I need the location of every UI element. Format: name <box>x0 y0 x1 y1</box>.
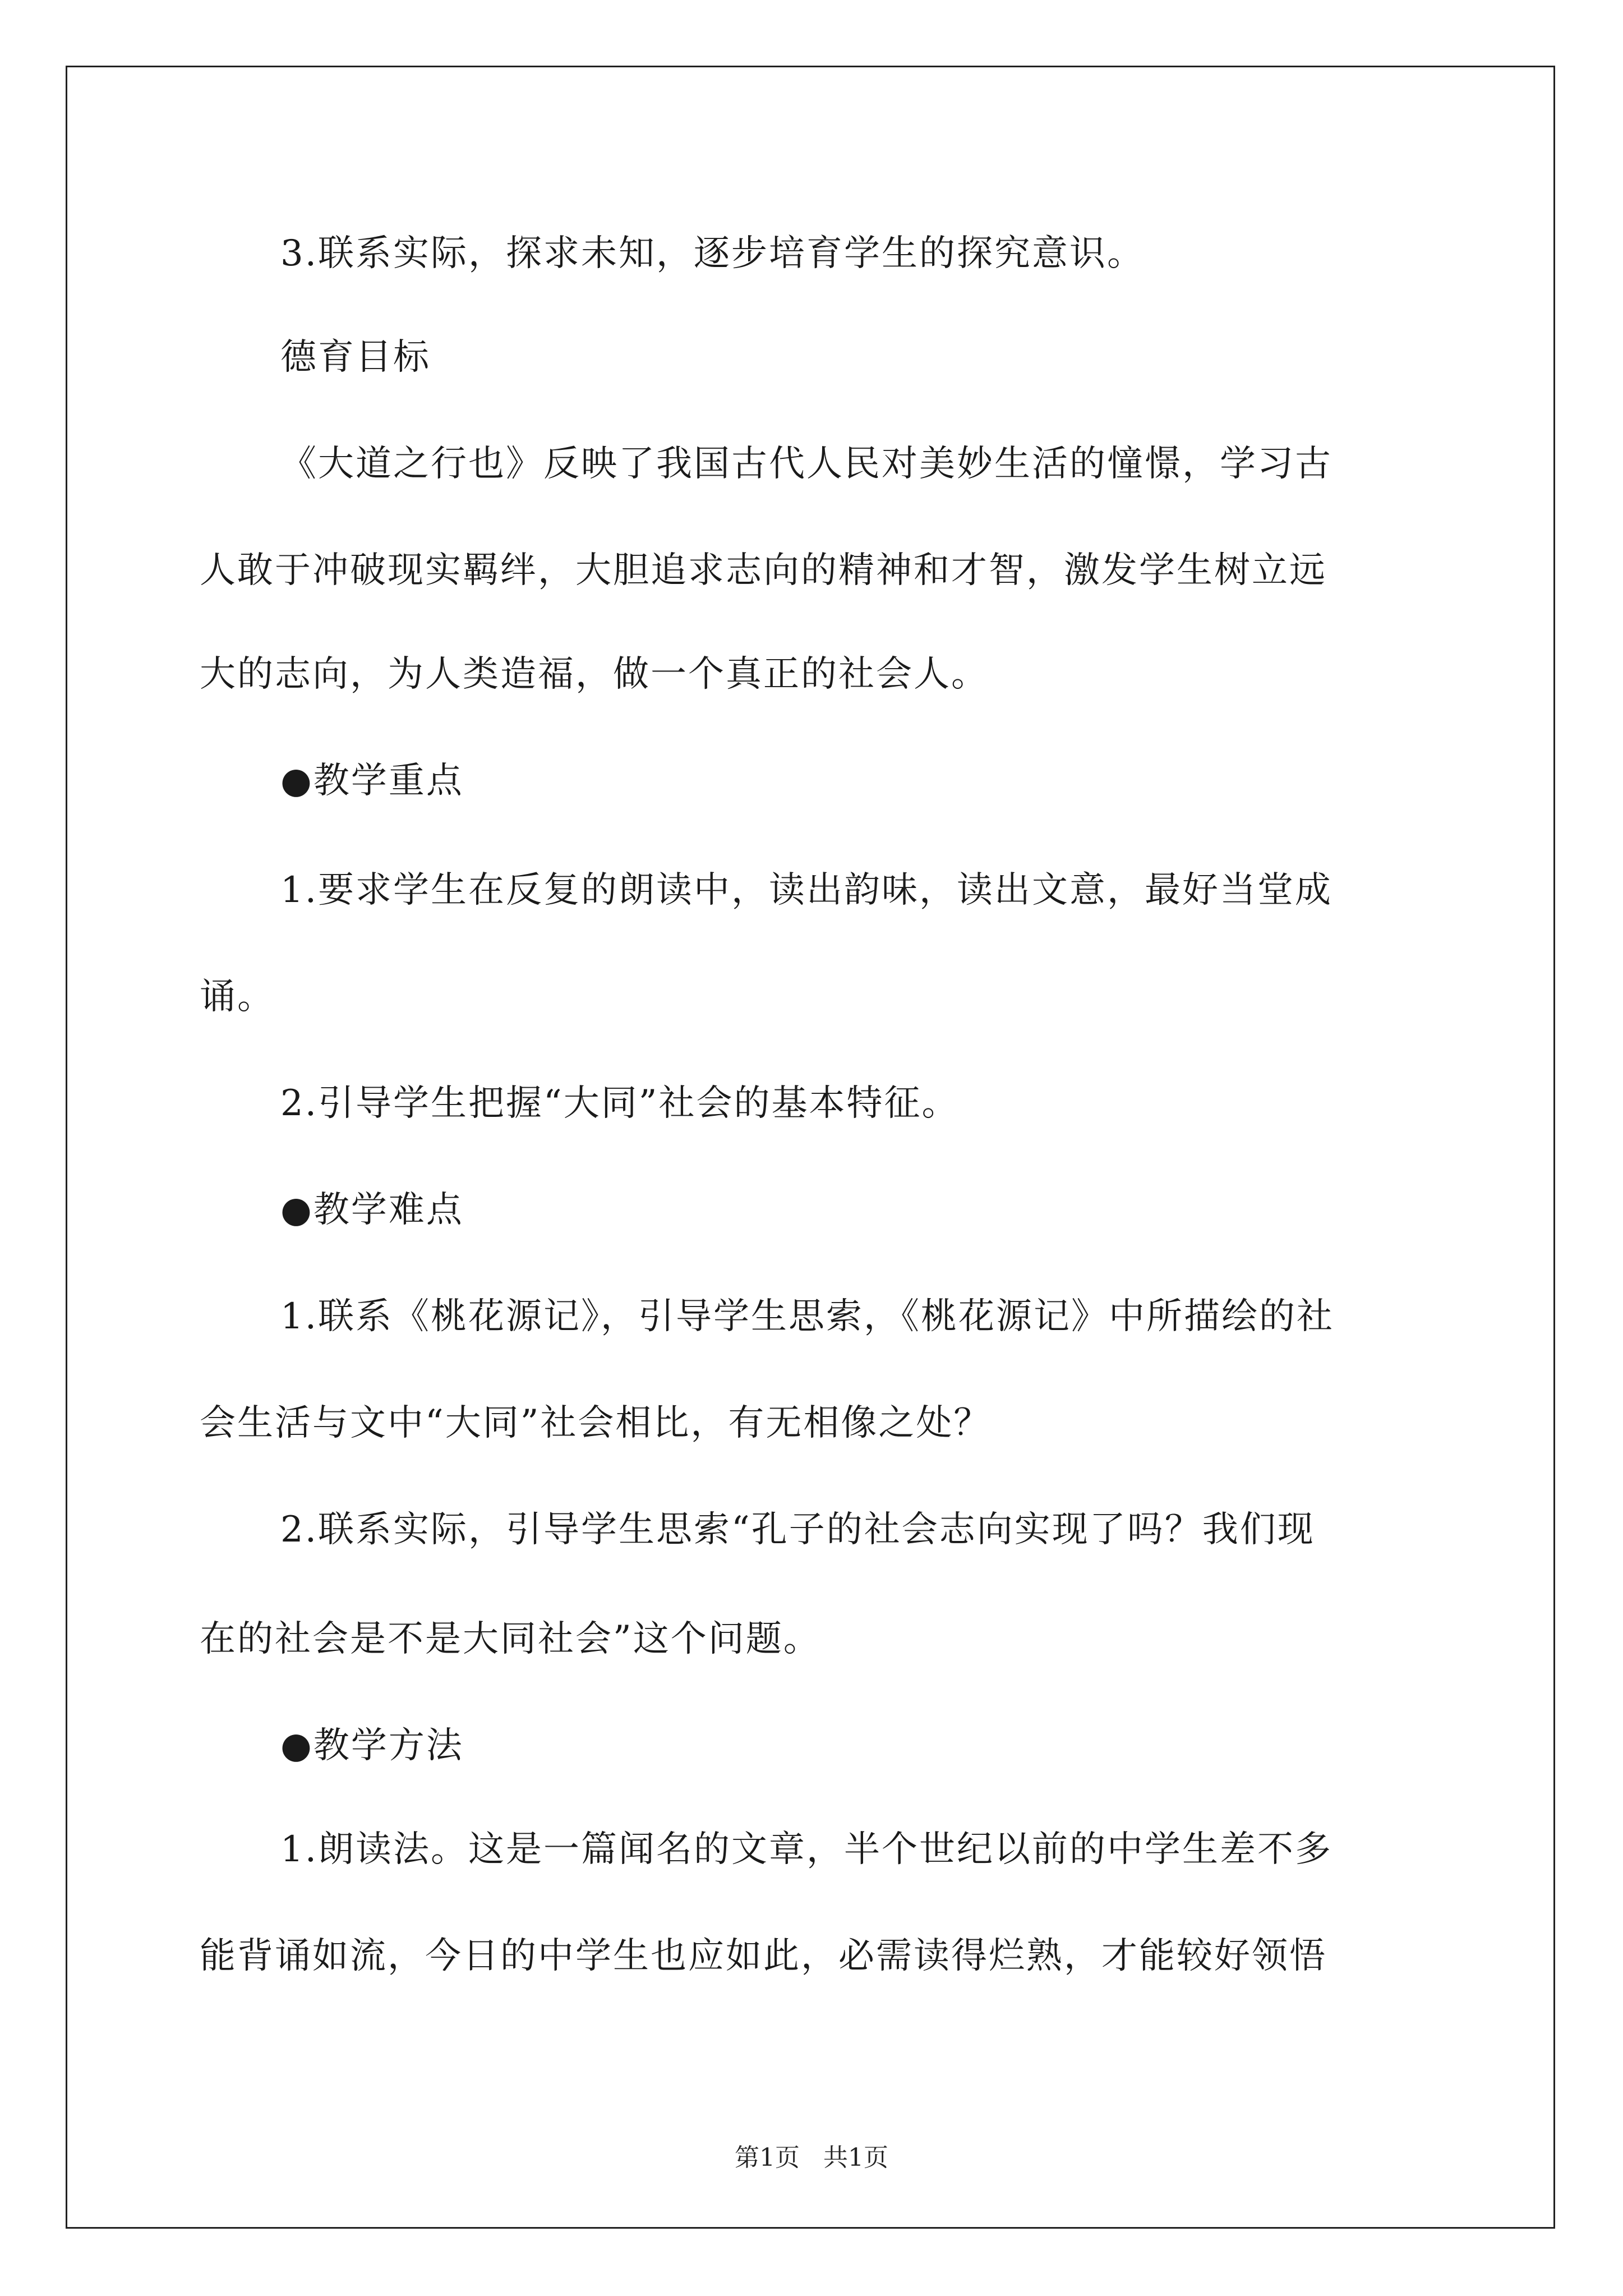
page-footer <box>0 2137 1623 2173</box>
paragraph-line: 1.朗读法。这是一篇闻名的文章，半个世纪以前的中学生差不多 <box>280 1829 1333 1870</box>
page-border <box>66 66 1555 2229</box>
paragraph-line: 会生活与文中“大同”社会相比，有无相像之处？ <box>200 1402 992 1444</box>
page-number: 第1页 <box>735 2143 800 2172</box>
section-heading-difficulties: ●教学难点 <box>280 1189 464 1231</box>
section-heading-methods: ●教学方法 <box>280 1725 464 1766</box>
paragraph-line: 2.引导学生把握“大同”社会的基本特征。 <box>280 1083 960 1124</box>
paragraph-line: 2.联系实际，引导学生思索“孔子的社会志向实现了吗？我们现 <box>280 1509 1315 1550</box>
paragraph-line: 在的社会是不是大同社会”这个问题。 <box>200 1618 821 1660</box>
section-heading-key-points: ●教学重点 <box>280 760 464 802</box>
paragraph-line: 诵。 <box>200 976 275 1018</box>
section-heading-moral-goal: 德育目标 <box>280 337 431 378</box>
paragraph-line: 大的志向，为人类造福，做一个真正的社会人。 <box>200 654 989 695</box>
paragraph-line: 能背诵如流，今日的中学生也应如此，必需读得烂熟，才能较好领悟 <box>200 1935 1327 1977</box>
paragraph-line: 1.联系《桃花源记》，引导学生思索，《桃花源记》中所描绘的社 <box>280 1296 1335 1337</box>
paragraph-line: 3.联系实际，探求未知，逐步培育学生的探究意识。 <box>280 233 1145 274</box>
paragraph-line: 1.要求学生在反复的朗读中，读出韵味，读出文意，最好当堂成 <box>280 869 1333 911</box>
page-total: 共1页 <box>823 2143 888 2172</box>
paragraph-line: 《大道之行也》反映了我国古代人民对美妙生活的憧憬，学习古 <box>280 443 1332 485</box>
paragraph-line: 人敢于冲破现实羁绊，大胆追求志向的精神和才智，激发学生树立远 <box>200 550 1327 591</box>
